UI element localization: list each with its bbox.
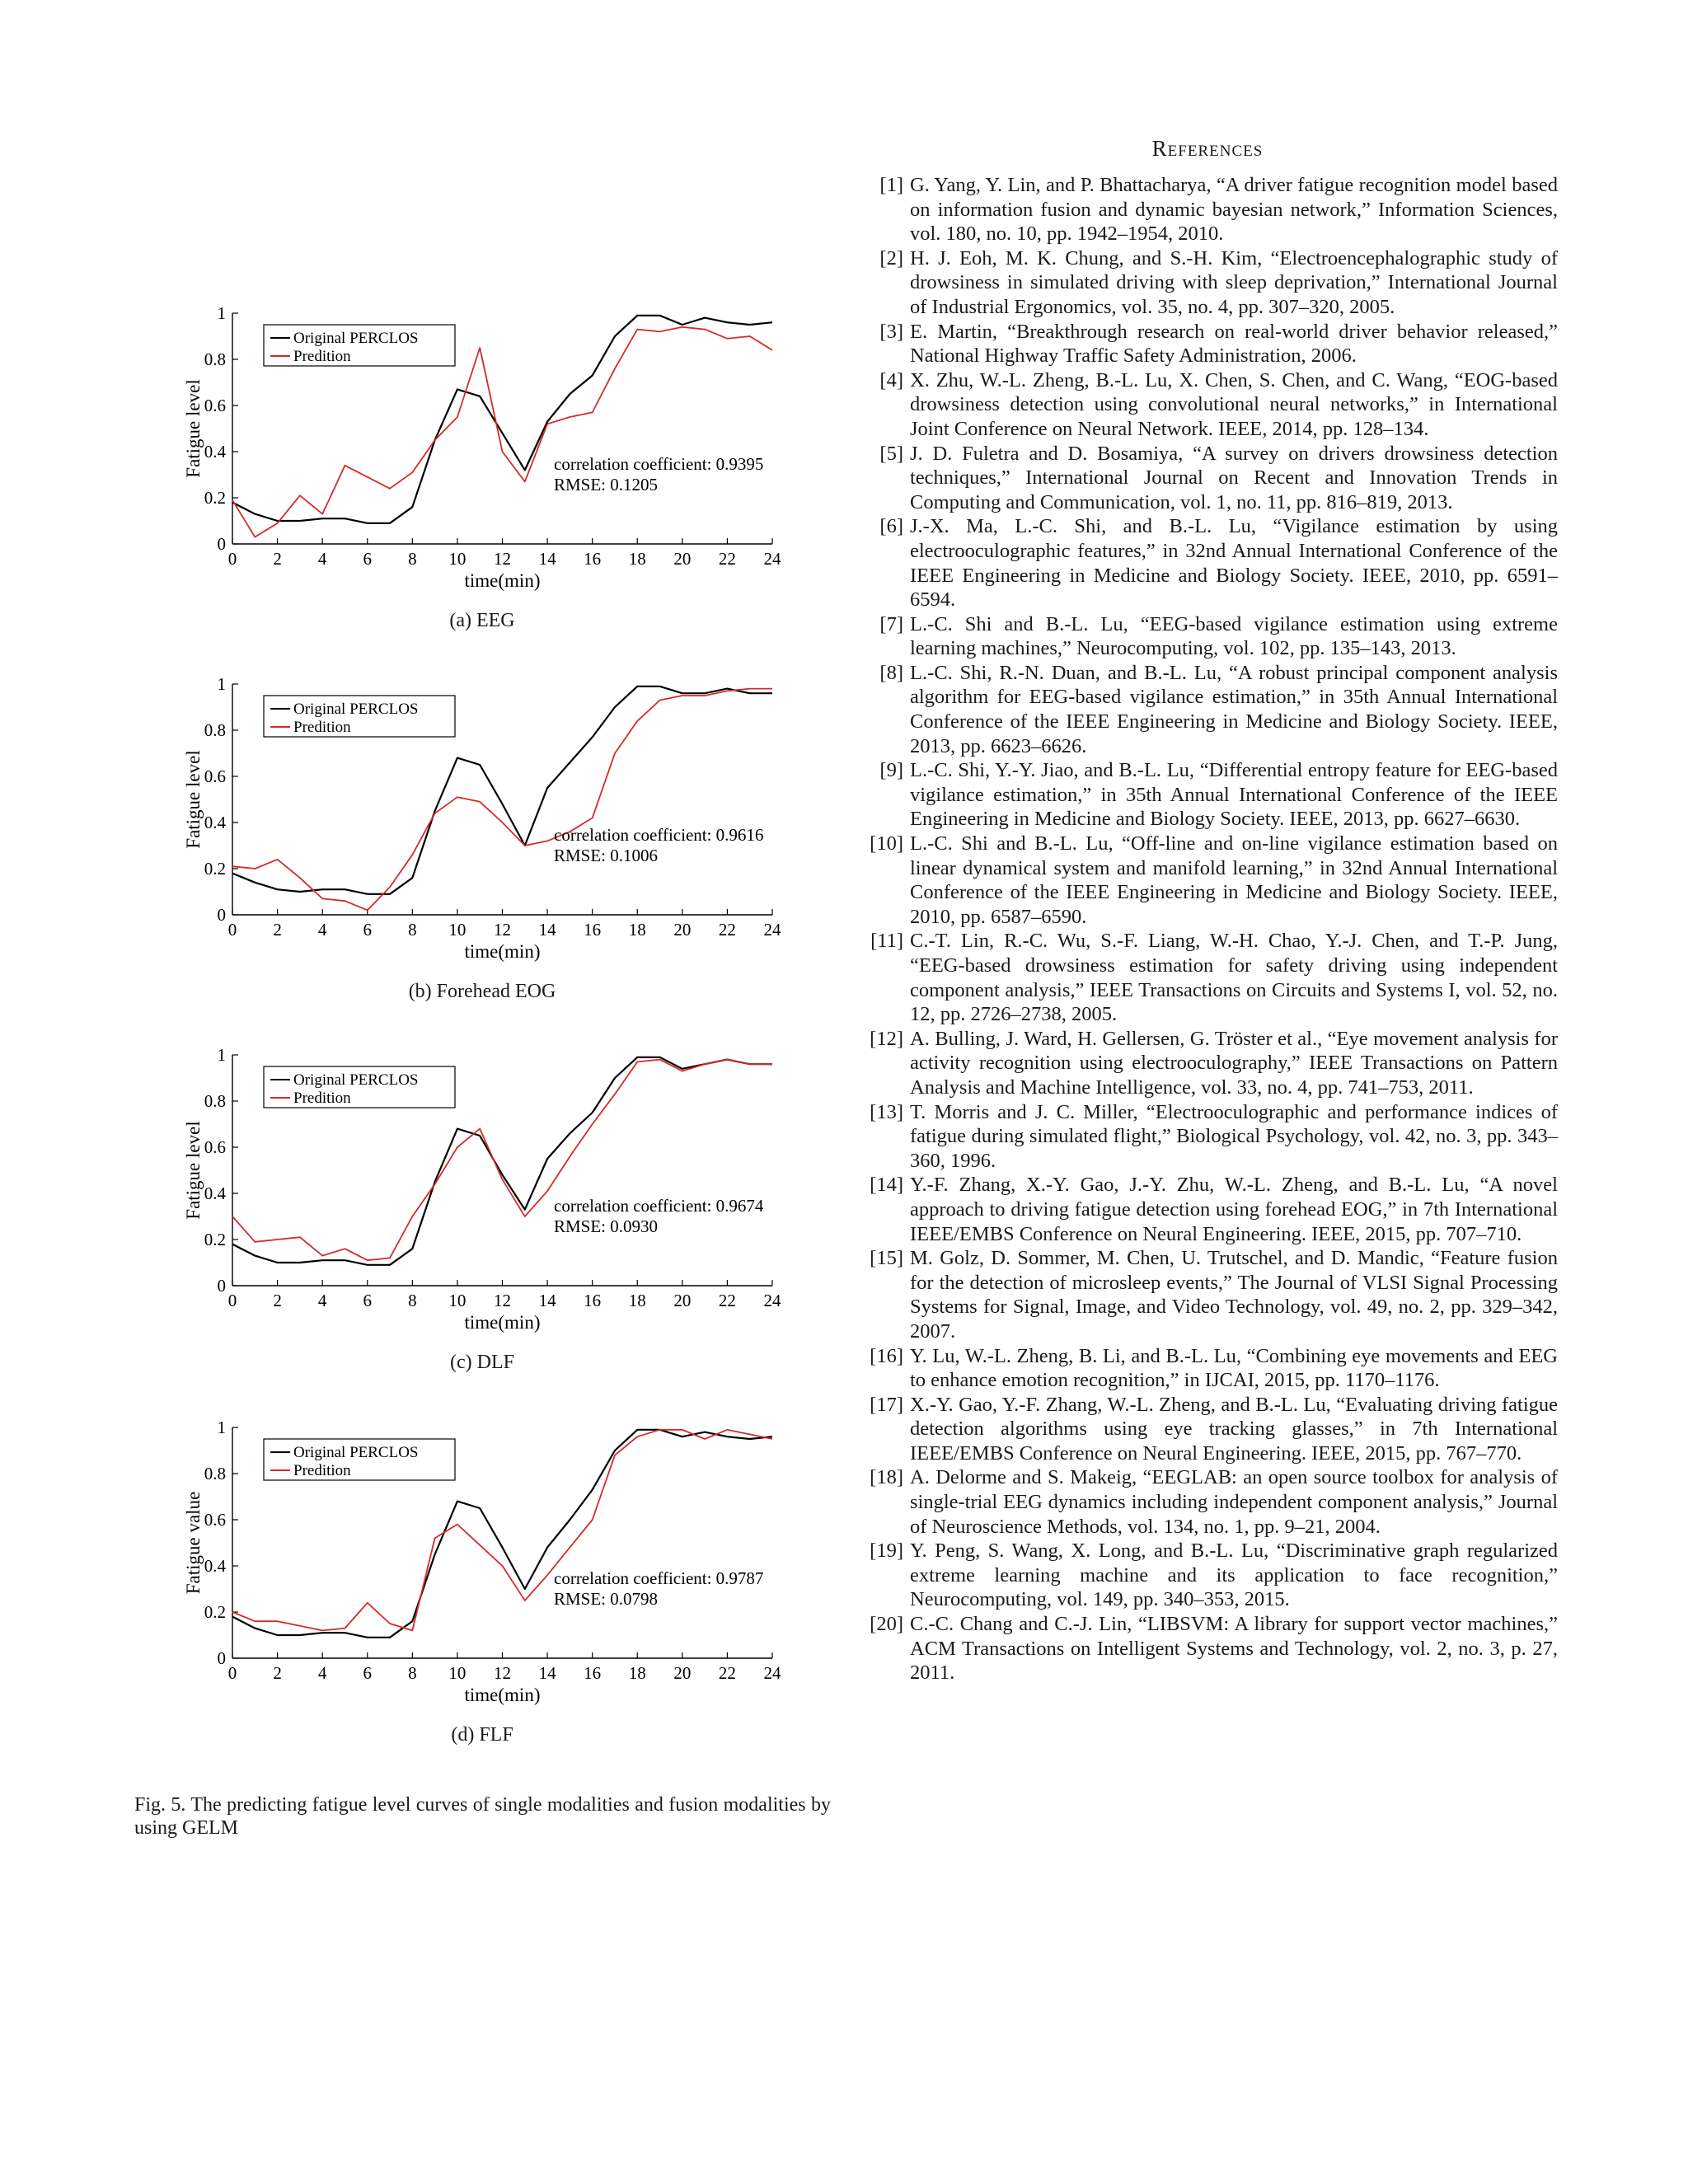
reference-number: [13]	[870, 1100, 903, 1123]
x-tick-label: 18	[628, 920, 646, 940]
x-tick-label: 6	[363, 549, 372, 569]
chart-panel-b	[132, 651, 832, 997]
figure-panel-b	[132, 651, 832, 1026]
y-axis-label: Fatigue level	[183, 750, 204, 849]
x-tick-label: 6	[363, 1663, 372, 1683]
reference-text: L.-C. Shi and B.-L. Lu, “EEG-based vigilance estimation using extreme learning machines,” Neurocomputing, vol. 102, pp. 135–143, 2013.	[910, 612, 1558, 660]
reference-item	[857, 1612, 1558, 1685]
reference-number: [2]	[879, 246, 903, 269]
reference-number: [20]	[870, 1613, 903, 1636]
y-axis-label: Fatigue level	[183, 1121, 204, 1220]
reference-number: [6]	[879, 515, 903, 538]
references-title: References	[1151, 136, 1264, 161]
reference-number: [1]	[879, 174, 903, 196]
chart-legend	[264, 325, 455, 366]
legend-label: Original PERCLOS	[293, 330, 419, 347]
chart-panel-d	[132, 1394, 832, 1741]
x-tick-label: 24	[763, 1291, 781, 1310]
x-tick-label: 12	[494, 920, 511, 940]
x-tick-label: 14	[538, 549, 556, 569]
subcaption-d: (d) FLF	[451, 1724, 513, 1746]
reference-number: [7]	[879, 612, 903, 635]
reference-item	[857, 368, 1558, 442]
x-axis-label: time(min)	[464, 570, 541, 591]
reference-text: L.-C. Shi and B.-L. Lu, “Off-line and on-line vigilance estimation based on linear dynamical system and manifold learning,” in 32nd Annual International Conference of the IEEE Engineering in Medicine and Biology Society. IEEE, 2010, pp. 6587–6590.	[910, 832, 1558, 928]
legend-label: Original PERCLOS	[293, 1444, 419, 1461]
reference-item	[857, 1539, 1558, 1612]
y-tick-label: 0.2	[204, 1230, 226, 1249]
x-tick-label: 12	[494, 549, 511, 569]
y-tick-label: 0.2	[204, 859, 226, 879]
x-tick-label: 20	[673, 920, 692, 940]
x-tick-label: 10	[448, 1291, 467, 1310]
reference-item	[857, 173, 1558, 246]
reference-number: [10]	[870, 832, 903, 855]
reference-text: Y. Lu, W.-L. Zheng, B. Li, and B.-L. Lu, “Combining eye movements and EEG to enhance emotion recognition,” in IJCAI, 2015, pp. 1170–1176.	[910, 1344, 1558, 1392]
x-tick-label: 16	[584, 549, 602, 569]
reference-text: M. Golz, D. Sommer, M. Chen, U. Trutschel, and D. Mandic, “Feature fusion for the detection of microsleep events,” The Journal of VLSI Signal Processing Systems for Signal, Image, and Video Technology, vol. 49, no. 2, pp. 329–342, 2007.	[910, 1247, 1558, 1343]
subcaption-c: (c) DLF	[450, 1352, 514, 1373]
x-tick-label: 10	[448, 549, 467, 569]
legend-label: Original PERCLOS	[293, 701, 419, 718]
reference-item	[857, 246, 1558, 320]
x-axis-label: time(min)	[464, 941, 541, 962]
reference-item	[857, 758, 1558, 832]
x-tick-label: 22	[718, 1291, 736, 1310]
references-list	[857, 173, 1558, 1685]
references-section	[857, 136, 1558, 1685]
x-tick-label: 2	[273, 1291, 282, 1310]
x-tick-label: 2	[273, 1663, 282, 1683]
y-tick-label: 0.8	[204, 349, 226, 369]
reference-text: C.-C. Chang and C.-J. Lin, “LIBSVM: A library for support vector machines,” ACM Transactions on Intelligent Systems and Technology, vol. 2, no. 3, p. 27, 2011.	[910, 1613, 1558, 1685]
legend-label: Predition	[293, 348, 351, 365]
reference-text: X.-Y. Gao, Y.-F. Zhang, W.-L. Zheng, and B.-L. Lu, “Evaluating driving fatigue detection algorithms using eye tracking glasses,” in 7th International IEEE/EMBS Conference on Neural Engineering. IEEE, 2015, pp. 767–770.	[910, 1393, 1558, 1465]
figure-caption: Fig. 5. The predicting fatigue level curves of single modalities and fusion modalities by using GELM	[134, 1794, 831, 1839]
reference-text: A. Bulling, J. Ward, H. Gellersen, G. Tröster et al., “Eye movement analysis for activity recognition using electrooculography,” IEEE Transactions on Pattern Analysis and Machine Intelligence, vol. 33, no. 4, pp. 741–753, 2011.	[910, 1027, 1558, 1099]
reference-text: H. J. Eoh, M. K. Chung, and S.-H. Kim, “Electroencephalographic study of drowsiness in simulated driving with sleep deprivation,” International Journal of Industrial Ergonomics, vol. 35, no. 4, pp. 307–320, 2005.	[910, 246, 1558, 318]
reference-text: C.-T. Lin, R.-C. Wu, S.-F. Liang, W.-H. Chao, Y.-J. Chen, and T.-P. Jung, “EEG-based drowsiness estimation for safety driving using independent component analysis,” IEEE Transactions on Circuits and Systems I, vol. 52, no. 12, pp. 2726–2738, 2005.	[910, 930, 1558, 1026]
reference-item	[857, 1465, 1558, 1539]
y-tick-label: 1	[217, 674, 226, 694]
reference-text: G. Yang, Y. Lin, and P. Bhattacharya, “A driver fatigue recognition model based on information fusion and dynamic bayesian network,” Information Sciences, vol. 180, no. 10, pp. 1942–1954, 2010.	[910, 174, 1558, 246]
x-tick-label: 14	[538, 920, 556, 940]
legend-label: Predition	[293, 719, 351, 736]
reference-text: J.-X. Ma, L.-C. Shi, and B.-L. Lu, “Vigilance estimation by using electrooculographic features,” in 32nd Annual International Conference of the IEEE Engineering in Medicine and Biology Society. IEEE, 2010, pp. 6591–6594.	[910, 515, 1558, 612]
y-tick-label: 0.6	[204, 766, 226, 786]
reference-item	[857, 1246, 1558, 1343]
correlation-annotation: correlation coefficient: 0.9674	[554, 1196, 764, 1216]
x-tick-label: 4	[317, 920, 327, 940]
y-tick-label: 0.8	[204, 720, 226, 740]
x-tick-label: 8	[408, 1291, 417, 1310]
y-tick-label: 1	[217, 303, 226, 323]
x-tick-label: 16	[584, 1663, 602, 1683]
x-tick-label: 2	[273, 920, 282, 940]
reference-number: [14]	[870, 1174, 903, 1197]
reference-item	[857, 1027, 1558, 1100]
x-tick-label: 12	[494, 1291, 511, 1310]
x-tick-label: 0	[227, 549, 237, 569]
y-tick-label: 0.6	[204, 396, 226, 415]
y-tick-label: 0.4	[204, 1556, 226, 1576]
reference-number: [4]	[879, 368, 903, 391]
figure-panel-d	[132, 1394, 832, 1769]
correlation-annotation: correlation coefficient: 0.9395	[554, 454, 764, 474]
x-tick-label: 24	[763, 549, 781, 569]
y-tick-label: 0	[217, 1648, 226, 1668]
reference-item	[857, 929, 1558, 1026]
reference-item	[857, 442, 1558, 515]
x-axis-label: time(min)	[464, 1685, 541, 1705]
y-tick-label: 0	[217, 905, 226, 925]
rmse-annotation: RMSE: 0.1205	[554, 475, 659, 494]
y-tick-label: 0	[217, 1276, 226, 1296]
reference-number: [11]	[870, 930, 903, 953]
x-tick-label: 6	[363, 920, 372, 940]
figure-panel-a	[132, 280, 832, 655]
x-tick-label: 24	[763, 920, 781, 940]
x-tick-label: 16	[584, 920, 602, 940]
reference-text: Y. Peng, S. Wang, X. Long, and B.-L. Lu, “Discriminative graph regularized extreme learning machine and its application to face recognition,” Neurocomputing, vol. 149, pp. 340–353, 2015.	[910, 1540, 1558, 1611]
legend-label: Predition	[293, 1462, 351, 1479]
x-tick-label: 18	[628, 1291, 646, 1310]
x-tick-label: 4	[317, 1291, 327, 1310]
reference-text: X. Zhu, W.-L. Zheng, B.-L. Lu, X. Chen, S. Chen, and C. Wang, “EOG-based drowsiness detection using convolutional neural networks,” in International Joint Conference on Neural Network. IEEE, 2014, pp. 128–134.	[910, 368, 1558, 440]
x-tick-label: 22	[718, 1663, 736, 1683]
reference-number: [12]	[870, 1027, 903, 1050]
reference-item	[857, 514, 1558, 612]
x-tick-label: 16	[584, 1291, 602, 1310]
x-tick-label: 20	[673, 1663, 692, 1683]
x-tick-label: 8	[408, 549, 417, 569]
x-tick-label: 6	[363, 1291, 372, 1310]
x-tick-label: 22	[718, 549, 736, 569]
chart-legend	[264, 1066, 455, 1108]
rmse-annotation: RMSE: 0.1006	[554, 846, 659, 865]
rmse-annotation: RMSE: 0.0798	[554, 1589, 659, 1609]
y-tick-label: 0.8	[204, 1091, 226, 1111]
reference-item	[857, 832, 1558, 929]
reference-number: [18]	[870, 1466, 903, 1489]
chart-panel-c	[132, 1022, 832, 1368]
y-tick-label: 0.2	[204, 488, 226, 508]
y-tick-label: 0.6	[204, 1510, 226, 1530]
y-tick-label: 0	[217, 534, 226, 554]
reference-number: [17]	[870, 1393, 903, 1416]
legend-label: Predition	[293, 1090, 351, 1107]
x-tick-label: 0	[227, 1663, 237, 1683]
reference-text: A. Delorme and S. Makeig, “EEGLAB: an open source toolbox for analysis of single-trial EEG dynamics including independent component analysis,” Journal of Neuroscience Methods, vol. 134, no. 1, pp. 9–21, 2004.	[910, 1466, 1558, 1538]
reference-text: E. Martin, “Breakthrough research on real-world driver behavior released,” National Highway Traffic Safety Administration, 2006.	[910, 320, 1558, 368]
x-tick-label: 12	[494, 1663, 511, 1683]
x-tick-label: 10	[448, 920, 467, 940]
x-tick-label: 4	[317, 1663, 327, 1683]
reference-number: [19]	[870, 1540, 903, 1563]
subcaption-a: (a) EEG	[449, 610, 515, 631]
y-tick-label: 1	[217, 1045, 226, 1065]
y-tick-label: 0.8	[204, 1464, 226, 1483]
x-tick-label: 0	[227, 920, 237, 940]
reference-number: [3]	[879, 320, 903, 343]
y-tick-label: 0.6	[204, 1137, 226, 1157]
chart-legend	[264, 696, 455, 737]
reference-item	[857, 1393, 1558, 1466]
x-tick-label: 18	[628, 549, 646, 569]
y-tick-label: 0.2	[204, 1602, 226, 1622]
reference-number: [15]	[870, 1247, 903, 1270]
reference-item	[857, 320, 1558, 368]
chart-legend	[264, 1439, 455, 1480]
correlation-annotation: correlation coefficient: 0.9787	[554, 1568, 764, 1588]
x-tick-label: 20	[673, 549, 692, 569]
x-tick-label: 8	[408, 1663, 417, 1683]
y-tick-label: 0.4	[204, 813, 226, 832]
x-tick-label: 14	[538, 1663, 556, 1683]
reference-number: [8]	[879, 661, 903, 684]
x-tick-label: 20	[673, 1291, 692, 1310]
x-tick-label: 18	[628, 1663, 646, 1683]
x-tick-label: 2	[273, 549, 282, 569]
reference-text: J. D. Fuletra and D. Bosamiya, “A survey on drivers drowsiness detection techniques,” International Journal on Recent and Innovation Trends in Computing and Communication, vol. 1, no. 11, pp. 816–819, 2013.	[910, 442, 1558, 513]
reference-item	[857, 661, 1558, 758]
reference-text: L.-C. Shi, R.-N. Duan, and B.-L. Lu, “A robust principal component analysis algorithm for EEG-based vigilance estimation,” in 35th Annual International Conference of the IEEE Engineering in Medicine and Biology Society. IEEE, 2013, pp. 6623–6626.	[910, 661, 1558, 757]
x-tick-label: 10	[448, 1663, 467, 1683]
reference-item	[857, 1344, 1558, 1393]
reference-item	[857, 1173, 1558, 1246]
reference-text: L.-C. Shi, Y.-Y. Jiao, and B.-L. Lu, “Differential entropy feature for EEG-based vigilance estimation,” in 35th Annual International Conference of the IEEE Engineering in Medicine and Biology Society. IEEE, 2013, pp. 6627–6630.	[910, 759, 1558, 831]
reference-number: [5]	[879, 442, 903, 465]
chart-panel-a	[132, 280, 832, 626]
reference-text: Y.-F. Zhang, X.-Y. Gao, J.-Y. Zhu, W.-L. Zheng, and B.-L. Lu, “A novel approach to driving fatigue detection using forehead EOG,” in 7th International IEEE/EMBS Conference on Neural Engineering. IEEE, 2015, pp. 707–710.	[910, 1174, 1558, 1245]
x-tick-label: 24	[763, 1663, 781, 1683]
correlation-annotation: correlation coefficient: 0.9616	[554, 825, 764, 845]
x-tick-label: 8	[408, 920, 417, 940]
y-tick-label: 0.4	[204, 1183, 226, 1203]
y-axis-label: Fatigue value	[183, 1491, 204, 1595]
y-tick-label: 1	[217, 1418, 226, 1437]
reference-text: T. Morris and J. C. Miller, “Electrooculographic and performance indices of fatigue during simulated flight,” Biological Psychology, vol. 42, no. 3, pp. 343–360, 1996.	[910, 1100, 1558, 1172]
x-tick-label: 22	[718, 920, 736, 940]
figure-panel-c	[132, 1022, 832, 1397]
x-axis-label: time(min)	[464, 1312, 541, 1333]
rmse-annotation: RMSE: 0.0930	[554, 1216, 659, 1236]
legend-label: Original PERCLOS	[293, 1071, 419, 1089]
subcaption-b: (b) Forehead EOG	[408, 981, 556, 1002]
y-axis-label: Fatigue level	[183, 379, 204, 478]
reference-item	[857, 612, 1558, 661]
x-tick-label: 0	[227, 1291, 237, 1310]
y-tick-label: 0.4	[204, 442, 226, 462]
x-tick-label: 4	[317, 549, 327, 569]
reference-number: [16]	[870, 1344, 903, 1367]
reference-item	[857, 1100, 1558, 1174]
reference-number: [9]	[879, 759, 903, 782]
x-tick-label: 14	[538, 1291, 556, 1310]
